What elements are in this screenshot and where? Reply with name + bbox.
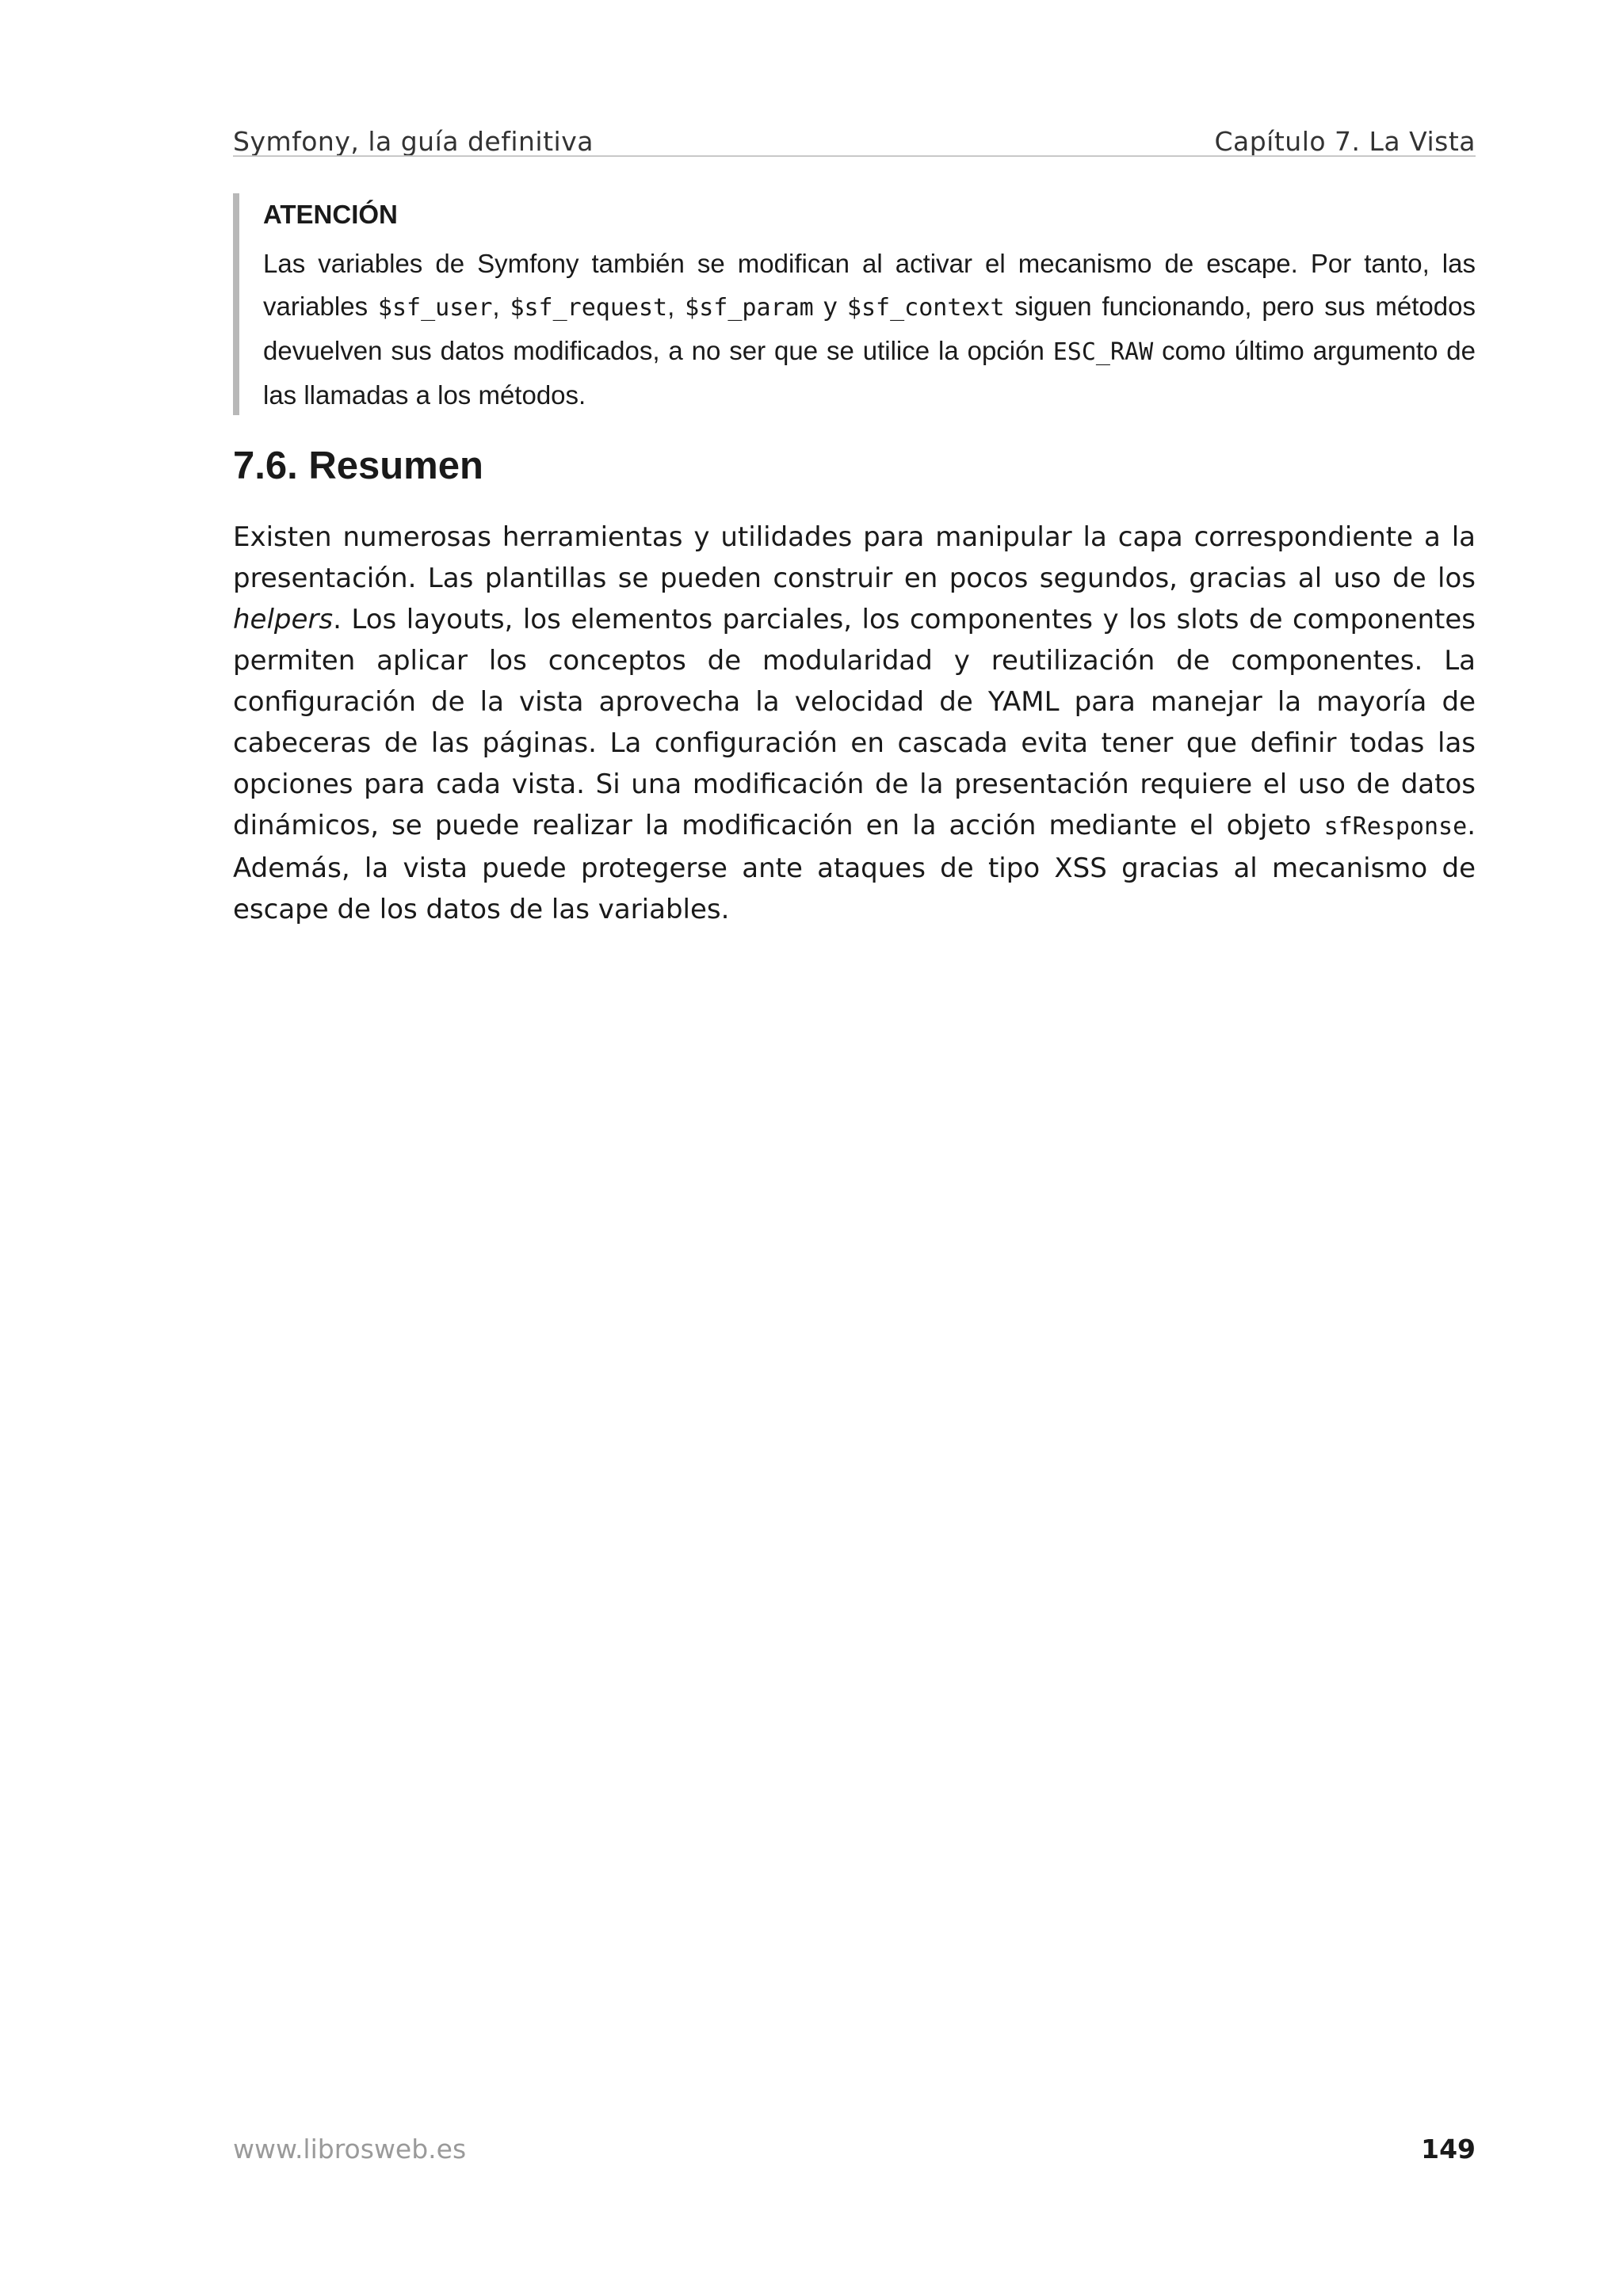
emphasis-text: helpers — [233, 604, 334, 635]
inline-code: sfResponse — [1323, 813, 1468, 841]
inline-code: $sf_param — [685, 294, 814, 322]
book-title: Symfony, la guía definitiva — [233, 126, 594, 157]
inline-code: $sf_request — [510, 294, 668, 322]
section-heading: 7.6. Resumen — [233, 444, 483, 487]
callout-title: ATENCIÓN — [263, 200, 398, 229]
callout-text: y — [813, 292, 847, 321]
page-number: 149 — [1421, 2133, 1476, 2164]
page-footer — [233, 2130, 1476, 2168]
inline-code: $sf_context — [846, 294, 1005, 322]
inline-code: ESC_RAW — [1052, 338, 1154, 366]
callout-body — [263, 242, 1476, 417]
callout-text: , — [667, 292, 685, 321]
inline-code: $sf_user — [377, 294, 493, 322]
paragraph-text: . Además, la vista puede protegerse ante ataques de tipo XSS gracias al mecanismo de escape de los datos de las variables. — [233, 810, 1476, 925]
callout-text: siguen funcionando, pero sus métodos devuelven sus datos modificados, a no ser que se utilice la opción — [263, 292, 1476, 365]
warning-callout — [233, 193, 1476, 415]
paragraph-text: . Los layouts, los elementos parciales, los componentes y los slots de componentes permiten aplicar los conceptos de modularidad y reutilización de componentes. La configuración de la vista aprovecha la velocidad de YAML para manejar la mayoría de cabeceras de las páginas. La configuración en cascada evita tener que definir todas las opciones para cada vista. Si una modificación de la presentación requiere el uso de datos dinámicos, se puede realizar la modificación en la acción mediante el objeto — [233, 604, 1476, 841]
callout-text: como último argumento de las llamadas a los métodos. — [263, 336, 1476, 410]
footer-url: www.librosweb.es — [233, 2133, 467, 2164]
chapter-title: Capítulo 7. La Vista — [1214, 126, 1476, 157]
paragraph-text: Existen numerosas herramientas y utilidades para manipular la capa correspondiente a la presentación. Las plantillas se pueden construir en pocos segundos, gracias al uso de los — [233, 521, 1476, 594]
callout-text: Las variables de Symfony también se modifican al activar el mecanismo de escape. Por tanto, las variables — [263, 249, 1476, 321]
running-header — [233, 119, 1476, 157]
header-divider — [233, 155, 1476, 157]
section-paragraph — [233, 517, 1476, 930]
callout-text: , — [492, 292, 510, 321]
